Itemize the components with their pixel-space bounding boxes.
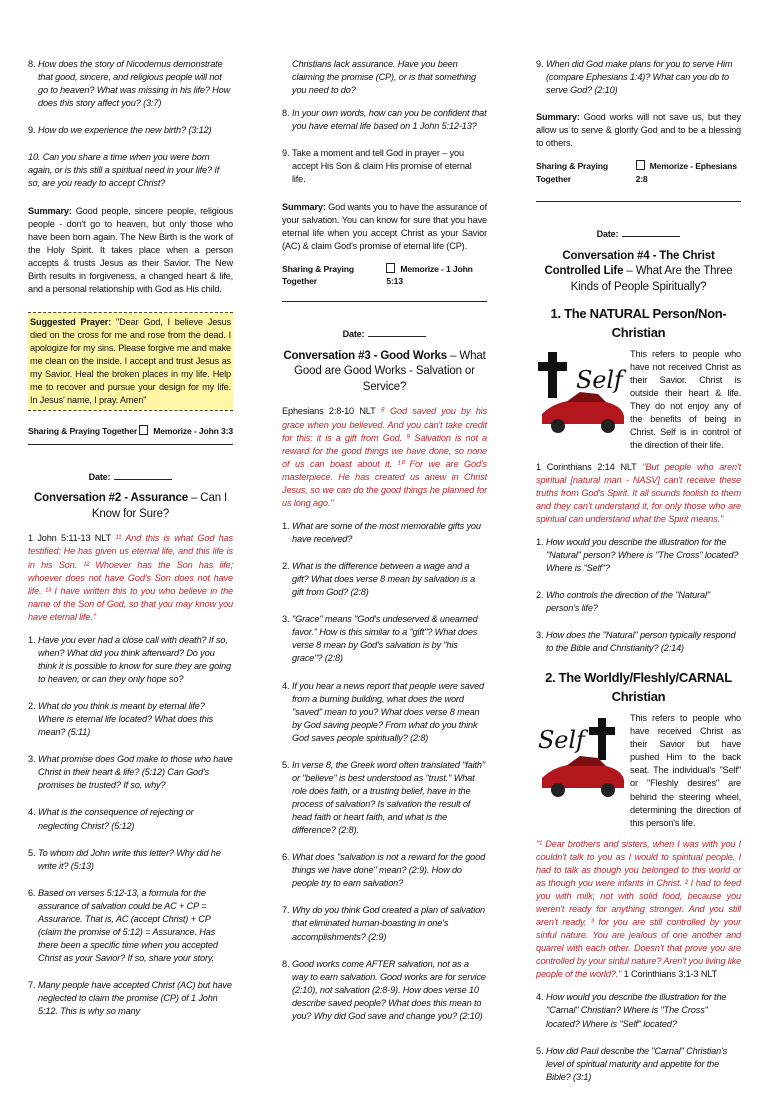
question-item: 5. In verse 8, the Greek word often translated "faith" or "believe" is best understood as "trust." What role does faith, or a trusting belief, have in the process of salvation? Is salvation the result of head faith or heart faith, and what is the difference? (2:8).: [282, 759, 485, 836]
question-item: 1. Have you ever had a close call with death? If so, when? What did you think afterward? Do you think it is possible to know for sure they are going to heaven, or can they only hope so?: [28, 634, 231, 684]
checkbox-icon[interactable]: [636, 160, 645, 170]
question-10: 10. Can you share a time when you were born again, or is this still a spiritual need in your life? If so, are you ready to accept Christ?: [28, 152, 220, 189]
svg-text:Self: Self: [538, 726, 585, 755]
column-2: [282, 58, 487, 1037]
suggested-prayer: Suggested Prayer: "Dear God, I believe Jesus died on the cross for me and rose from the dead. I apologize for my sins. Please forgive me and make me clean on the inside. I accept and trust Jesus as my Savior. Heal the broken places in my life. Help me to recover and pursue your design for my life. In Jesus' name, I pray. Amen": [28, 312, 233, 411]
divider: [28, 444, 233, 445]
question-9: 9. How do we experience the new birth? (3:12): [28, 125, 212, 136]
date-blank[interactable]: [368, 336, 426, 337]
question-item: 2. Who controls the direction of the "Natural" person's life?: [536, 590, 710, 614]
question-8: 8. In your own words, how can you be confident that you have eternal life based on 1 John 5:12-13?: [282, 108, 487, 132]
sharing-row: Sharing & Praying Together Memorize - John 3:3: [28, 426, 233, 437]
divider: [282, 301, 487, 302]
svg-text:Self: Self: [576, 366, 623, 394]
date-line: Date:: [536, 228, 741, 241]
question-item: 1. What are some of the most memorable gifts you have received?: [282, 520, 481, 545]
question-list: [536, 536, 741, 655]
question-7-continued: Christians lack assurance. Have you been claiming the promise (CP), or is that something you need to do?: [292, 59, 476, 96]
date-blank[interactable]: [622, 236, 680, 237]
question-item: 1. How would you describe the illustration for the "Natural" person? Where is "The Cross" located? Where is "Self"?: [536, 536, 739, 573]
conversation-2-title: Conversation #2 - Assurance – Can I Know for Sure?: [33, 492, 228, 520]
question-item: 8. Good works come AFTER salvation, not as a way to earn salvation. Good works are for service (2:10), not salvation (2:8-9). How does verse 10 describe saved people? What does this mean to you? Why did God save and change you? (2:10): [282, 958, 486, 1021]
date-line: Date:: [282, 328, 487, 341]
question-list: [282, 520, 487, 1023]
memorize-item[interactable]: Memorize - 1 John 5:13: [386, 263, 473, 286]
natural-figure-row: [536, 348, 741, 453]
question-9: 9. When did God make plans for you to serve Him (compare Ephesians 1:4)? What can you do to serve God? (2:10): [536, 59, 733, 96]
natural-description: This refers to people who have not received Christ as their Savior. Christ is outside their heart & life. They do not enjoy any of the benefits of being in Christ. Self is in control of the direction of their life.: [630, 349, 741, 451]
sharing-row: Sharing & Praying Together Memorize - 1 John 5:13: [282, 263, 487, 287]
column-1: [28, 58, 233, 1032]
question-list: [536, 991, 741, 1083]
question-item: 3. What promise does God make to those who have Christ in their heart & life? (5:12) Can God's promises be trusted? If so, why?: [28, 754, 233, 791]
question-item: 3. "Grace" means "God's undeserved & unearned favor." How is this similar to a "gift"? What does verse 8 mean by God's salvation is by "his grace"? (2:8): [282, 614, 478, 664]
cross-icon: [548, 352, 557, 398]
conversation-4-title: Conversation #4 - The Christ Controlled Life – What Are the Three Kinds of People Spiritually?: [544, 249, 733, 293]
date-line: Date:: [28, 471, 233, 484]
summary: Summary: God wants you to have the assurance of your salvation. You can know for sure that you have eternal life when you accept Christ as your Savior (AC) & claim God's promise of eternal life (CP).: [282, 201, 487, 251]
checkbox-icon[interactable]: [139, 425, 148, 435]
memorize-item[interactable]: Memorize - Ephesians 2:8: [635, 161, 737, 184]
carnal-heading: 2. The Worldly/Fleshly/CARNAL Christian: [545, 670, 732, 704]
question-item: 5. How did Paul describe the "Carnal" Christian's level of spiritual maturity and appetite for the Bible? (3:1): [536, 1045, 728, 1082]
car-icon: [536, 712, 628, 804]
question-9: 9. Take a moment and tell God in prayer – you accept His Son & claim His promise of eternal life.: [282, 148, 472, 185]
scripture: Ephesians 2:8-10 NLT ⁸ God saved you by his grace when you believed. And you can't take credit for this; it is a gift from God. ⁹ Salvation is not a reward for the good things we have done, so none of us can boast about it. ¹⁰ For we are God's masterpiece. He has created us anew in Christ Jesus, so we can do the good things he planned for us long ago.": [282, 406, 487, 508]
carnal-figure-row: [536, 712, 741, 830]
question-item: 7. Many people have accepted Christ (AC) but have neglected to claim the promise (CP) of 1 John 5:12. This is why so many: [28, 980, 232, 1017]
scripture: 1 John 5:11-13 NLT ¹¹ And this is what God has testified: He has given us eternal life, and this life is in his Son. ¹² Whoever has the Son has life; whoever does not have God's Son does not have life. ¹³ I have written this to you who believe in the name of the Son of God, so that you may know you have eternal life.": [28, 533, 233, 622]
question-8: 8. How does the story of Nicodemus demonstrate that good, sincere, and religious people will not go to heaven? What was missing in his life? How does this story affect you? (3:7): [28, 59, 231, 109]
date-blank[interactable]: [114, 479, 172, 480]
question-item: 2. What do you think is meant by eternal life? Where is eternal life located? What does this mean? (5:11): [28, 701, 214, 738]
question-item: 6. Based on verses 5:12-13, a formula for the assurance of salvation could be AC + CP = Assurance. That is, AC (accept Christ) + CP (claim the promise of 5:12) = Assurance. Has there been a specific time when you accepted Christ as your Savior? If so, share your story.: [28, 887, 218, 963]
column-3: [536, 58, 741, 1098]
question-item: 4. What is the consequence of rejecting or neglecting Christ? (5:12): [28, 807, 194, 831]
memorize-item[interactable]: Memorize - John 3:3: [139, 425, 233, 437]
question-item: 4. If you hear a news report that people were saved from a burning building, what does the word "saved" mean to you? What does verse 8 mean by God saving people? From what do you think God saves people spiritually? (2:8): [282, 680, 484, 743]
checkbox-icon[interactable]: [386, 263, 395, 273]
question-item: 7. Why do you think God created a plan of salvation that eliminated human-boasting in one's accomplishments? (2:9): [282, 905, 486, 942]
summary: Summary: Good people, sincere people, religious people - don't go to heaven, but only those who have been born again. The New Birth is the work of the Holy Spirit. It takes place when a person accepts & trusts Jesus as their Savior. The New Birth results in forgiveness, a changed heart & life, and a personal relationship with God as His child.: [28, 205, 233, 294]
cross-icon: [598, 718, 606, 760]
question-item: 2. What is the difference between a wage and a gift? What does verse 8 mean by salvation is a gift from God? (2:8): [282, 561, 476, 598]
carnal-description: This refers to people who have received Christ as their Savior but have pushed Him to the back seat. The individual's "Self" or "Fleshly desires" are behind the steering wheel, determining the direction of this person's life.: [630, 713, 741, 828]
question-item: 5. To whom did John write this letter? Why did he write it? (5:13): [28, 847, 221, 871]
question-item: 4. How would you describe the illustration for the "Carnal" Christian? Where is "The Cross" located? Where is "Self" located?: [536, 992, 727, 1029]
question-item: 3. How does the "Natural" person typically respond to the Bible and Christianity? (2:14): [536, 630, 736, 654]
scripture: 1 Corinthians 2:14 NLT "But people who aren't spiritual [natural man - NASV] can't receive these truths from God's Spirit. It all sounds foolish to them and they can't understand it, for only those who are spiritual can understand what the Spirit means.": [536, 461, 741, 524]
summary: Summary: Good works will not save us, but they allow us to serve & glorify God and to be a blessing to others.: [536, 112, 741, 149]
car-icon: [536, 348, 628, 440]
natural-heading: 1. The NATURAL Person/Non-Christian: [550, 306, 727, 340]
conversation-3-title: Conversation #3 - Good Works – What Good are Good Works - Salvation or Service?: [283, 349, 486, 393]
divider: [536, 201, 741, 202]
question-list: [28, 634, 233, 1018]
sharing-row: Sharing & Praying Together Memorize - Ephesians 2:8: [536, 160, 741, 184]
question-item: 6. What does "salvation is not a reward for the good things we have done" mean? (2:9). How do people try to earn salvation?: [282, 852, 486, 889]
scripture: "¹ Dear brothers and sisters, when I was with you I couldn't talk to you as I would to spiritual people. I had to talk as though you belonged to this world or as though you were infants in Christ. ² I had to feed you with milk, not with solid food, because you weren't ready for anything stronger. And you still aren't ready, ³ for you are still controlled by your sinful nature. You are jealous of one another and quarrel with each other. Doesn't that prove you are controlled by your sinful nature? Aren't you living like people of the world?." 1 Corinthians 3:1-3 NLT: [536, 838, 741, 980]
